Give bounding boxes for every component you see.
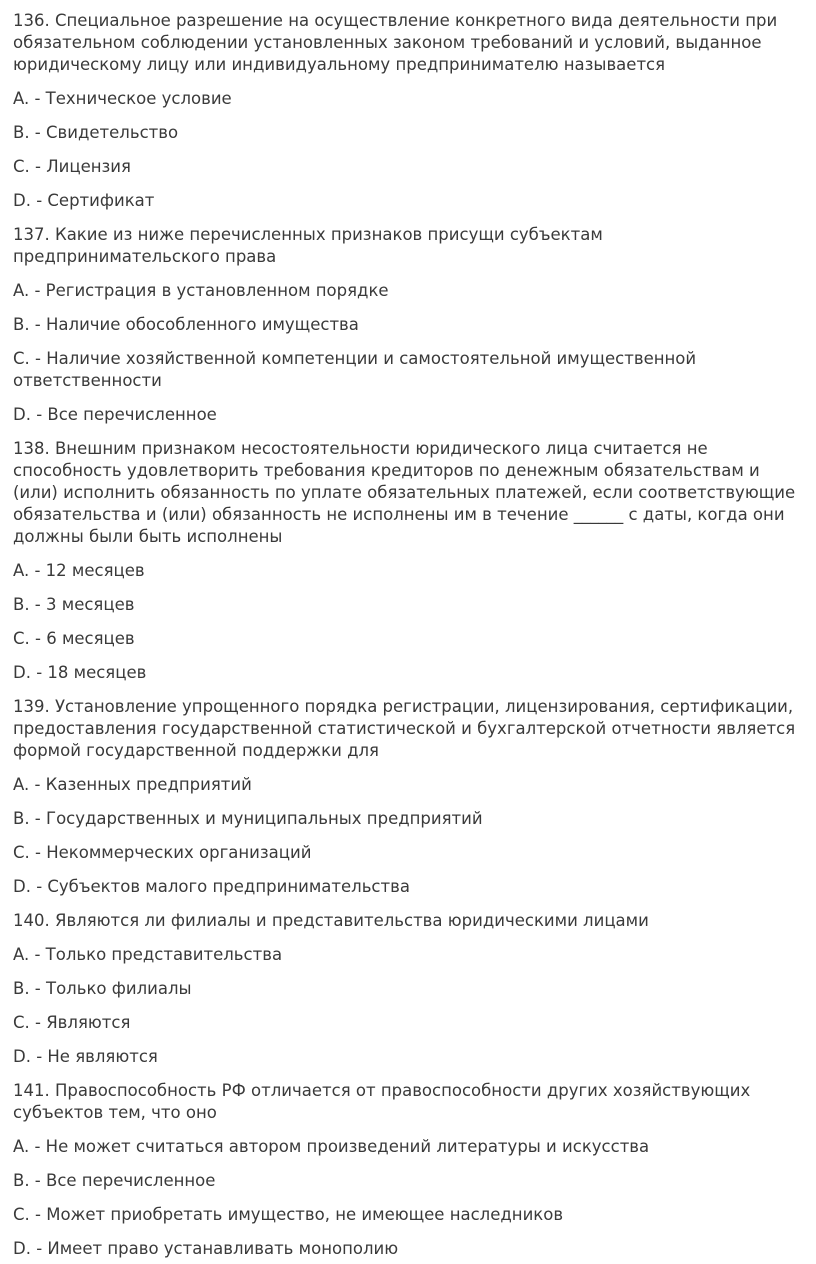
question-text: 137. Какие из ниже перечисленных признаков присущи субъектам предпринимательского права	[13, 225, 603, 266]
answer-option-c: C. - Некоммерческих организаций	[13, 843, 312, 862]
answer-option-a: A. - Казенных предприятий	[13, 775, 252, 794]
answer-option-d: D. - 18 месяцев	[13, 663, 147, 682]
answer-option-a: A. - 12 месяцев	[13, 561, 145, 580]
question-137	[13, 224, 804, 426]
answer-option-a: A. - Только представительства	[13, 945, 283, 964]
answer-option-c: C. - Наличие хозяйственной компетенции и самостоятельной имущественной ответственности	[13, 349, 697, 390]
answer-option-b: B. - Только филиалы	[13, 979, 192, 998]
question-text: 138. Внешним признаком несостоятельности юридического лица считается не способность удовлетворить требования кредиторов по денежным обязательствам и (или) исполнить обязанность по уплате обязательных платежей, если соответствующие обязательства и (или) обязанность не исполнены им в течение ______ с даты, когда они должны были быть исполнены	[13, 439, 796, 546]
question-139	[13, 696, 804, 898]
answer-option-b: B. - Наличие обособленного имущества	[13, 315, 359, 334]
answer-option-a: A. - Регистрация в установленном порядке	[13, 281, 389, 300]
answer-option-c: C. - Являются	[13, 1013, 131, 1032]
answer-option-b: B. - Государственных и муниципальных предприятий	[13, 809, 483, 828]
answer-option-c: C. - Может приобретать имущество, не имеющее наследников	[13, 1205, 564, 1224]
answer-option-d: D. - Сертификат	[13, 191, 155, 210]
question-138	[13, 438, 804, 684]
answer-option-d: D. - Имеет право устанавливать монополию	[13, 1239, 399, 1258]
question-text: 136. Специальное разрешение на осуществление конкретного вида деятельности при обязательном соблюдении установленных законом требований и условий, выданное юридическому лицу или индивидуальному предпринимателю называется	[13, 11, 778, 74]
question-text: 140. Являются ли филиалы и представительства юридическими лицами	[13, 911, 649, 930]
answer-option-c: C. - Лицензия	[13, 157, 131, 176]
answer-option-b: B. - 3 месяцев	[13, 595, 135, 614]
answer-option-a: A. - Не может считаться автором произведений литературы и искусства	[13, 1137, 650, 1156]
answer-option-a: A. - Техническое условие	[13, 89, 232, 108]
answer-option-c: C. - 6 месяцев	[13, 629, 135, 648]
answer-option-d: D. - Не являются	[13, 1047, 158, 1066]
answer-option-b: B. - Свидетельство	[13, 123, 179, 142]
answer-option-b: B. - Все перечисленное	[13, 1171, 216, 1190]
question-text: 139. Установление упрощенного порядка регистрации, лицензирования, сертификации, предоставления государственной статистической и бухгалтерской отчетности является формой государственной поддержки для	[13, 697, 796, 760]
question-140	[13, 910, 804, 1068]
question-141	[13, 1080, 804, 1260]
question-136	[13, 10, 804, 212]
answer-option-d: D. - Все перечисленное	[13, 405, 217, 424]
answer-option-d: D. - Субъектов малого предпринимательства	[13, 877, 410, 896]
question-text: 141. Правоспособность РФ отличается от правоспособности других хозяйствующих субъектов тем, что оно	[13, 1081, 751, 1122]
